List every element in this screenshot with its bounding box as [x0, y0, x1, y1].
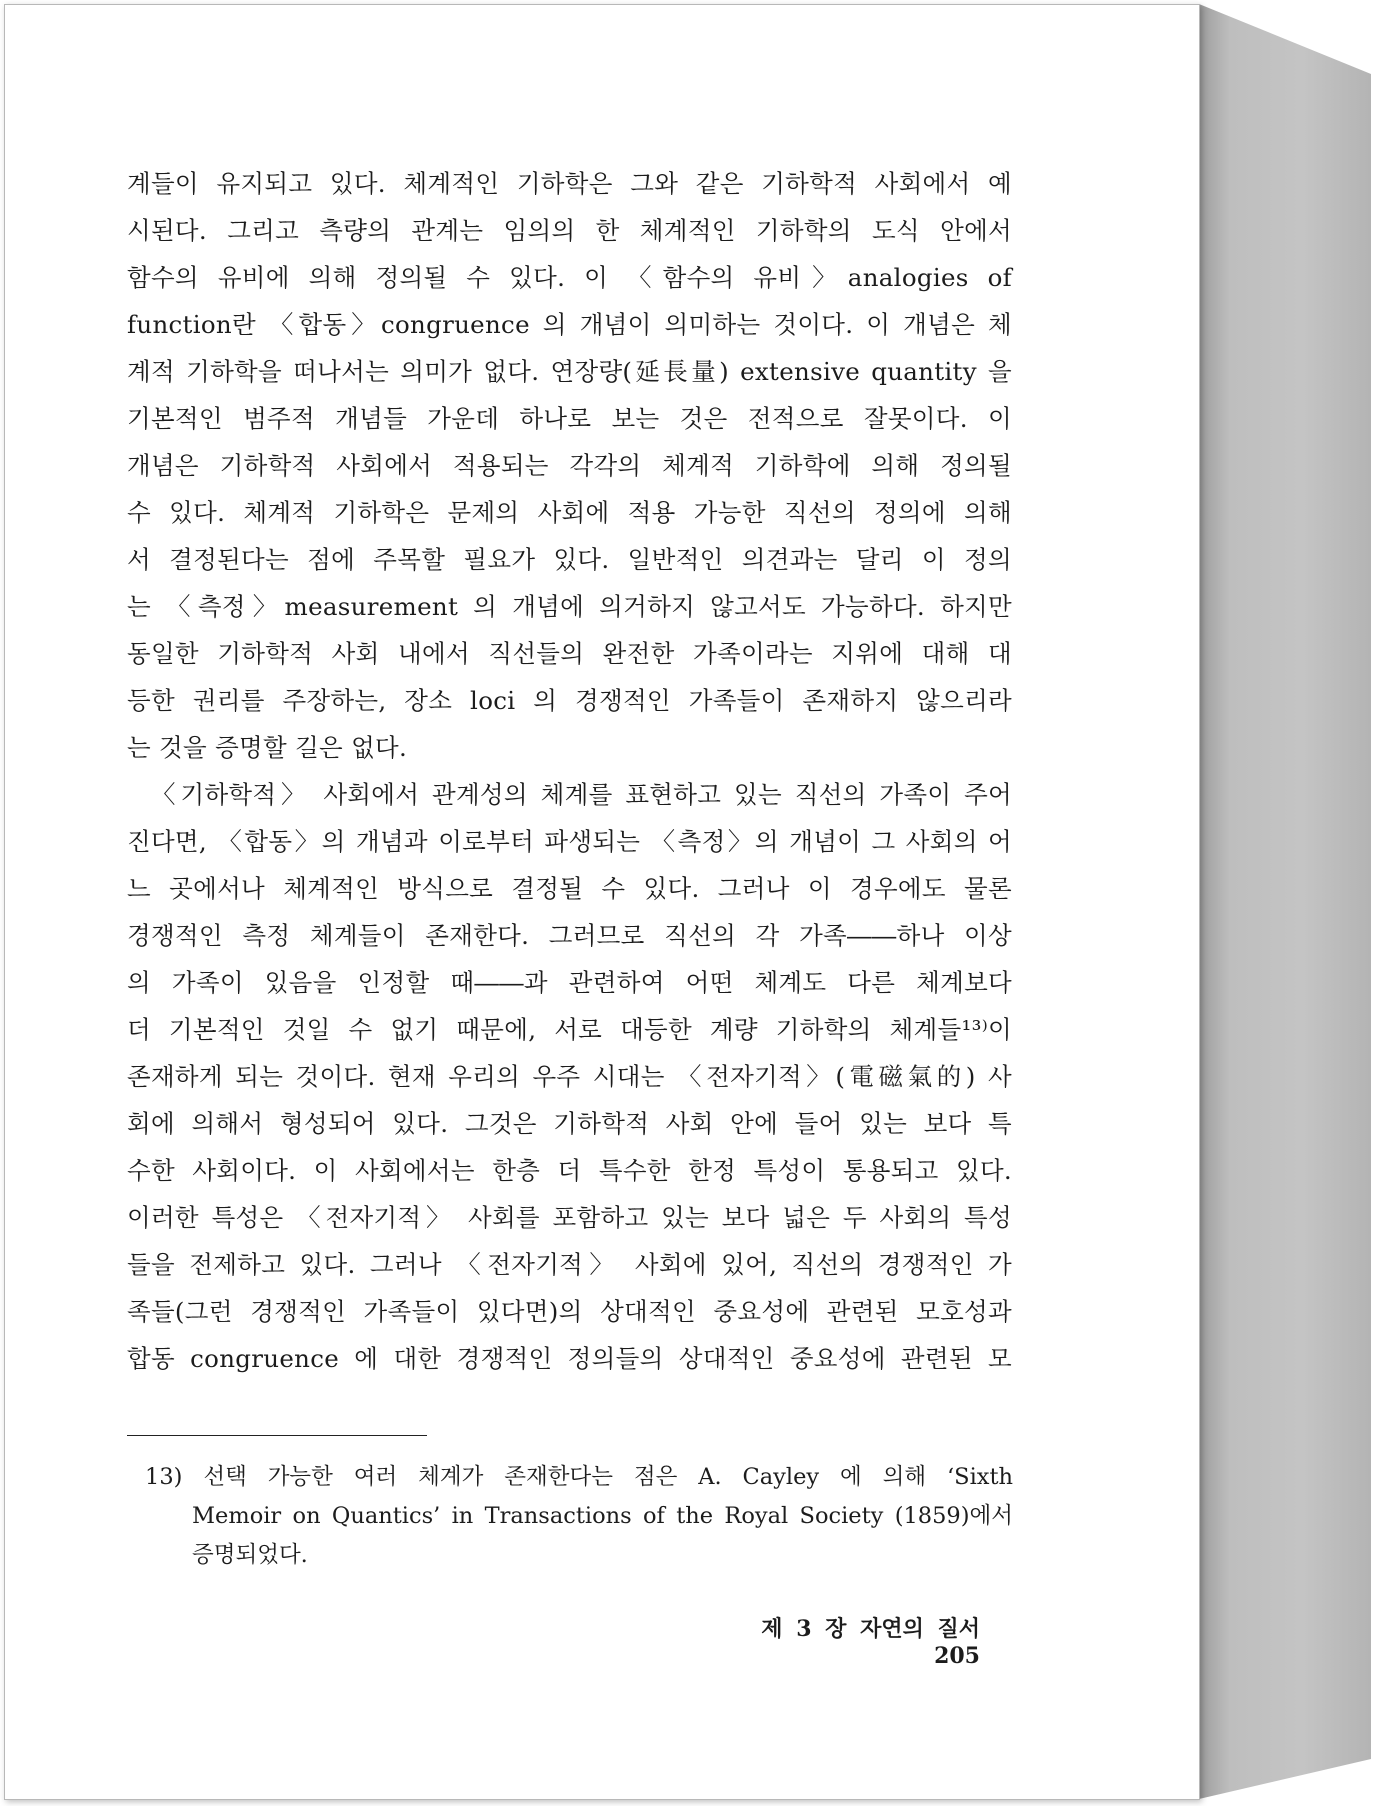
body-line: 시된다. 그리고 측량의 관계는 임의의 한 체계적인 기하학의 도식 안에서 — [127, 216, 1012, 245]
body-line: 개념은 기하학적 사회에서 적용되는 각각의 체계적 기하학에 의해 정의될 — [127, 451, 1012, 480]
body-line: 기본적인 범주적 개념들 가운데 하나로 보는 것은 전적으로 잘못이다. 이 — [127, 404, 1012, 433]
footnote-text: 선택 가능한 여러 체계가 존재한다는 점은 A. Cayley 에 의해 ‘Sixth — [203, 1464, 1013, 1490]
body-line: 합동 congruence 에 대한 경쟁적인 정의들의 상대적인 중요성에 관련된 모 — [127, 1344, 1012, 1373]
body-line: 경쟁적인 측정 체계들이 존재한다. 그러므로 직선의 각 가족――하나 이상 — [127, 921, 1012, 950]
body-line: 계적 기하학을 떠나서는 의미가 없다. 연장량(延長量) extensive quantity 을 — [127, 357, 1012, 386]
body-line: 의 가족이 있음을 인정할 때――과 관련하여 어떤 체계도 다른 체계보다 — [127, 968, 1012, 997]
body-line: function란 〈합동〉congruence 의 개념이 의미하는 것이다. 이 개념은 체 — [127, 310, 1012, 339]
body-line: 함수의 유비에 의해 정의될 수 있다. 이 〈함수의 유비〉analogies of — [127, 263, 1012, 292]
footnote-separator — [127, 1435, 427, 1436]
body-line: 들을 전제하고 있다. 그러나 〈전자기적〉 사회에 있어, 직선의 경쟁적인 가 — [127, 1250, 1012, 1279]
running-footer — [700, 1612, 980, 1669]
body-line: 동일한 기하학적 사회 내에서 직선들의 완전한 가족이라는 지위에 대해 대 — [127, 639, 1012, 668]
body-line: 회에 의해서 형성되어 있다. 그것은 기하학적 사회 안에 들어 있는 보다 특 — [127, 1109, 1012, 1138]
footnote-line: 증명되었다. — [192, 1542, 308, 1568]
body-line: 수한 사회이다. 이 사회에서는 한층 더 특수한 한정 특성이 통용되고 있다. — [127, 1156, 1012, 1185]
body-line: 는 것을 증명할 길은 없다. — [127, 733, 408, 762]
body-line: 존재하게 되는 것이다. 현재 우리의 우주 시대는 〈전자기적〉(電磁氣的) 사 — [127, 1062, 1012, 1091]
footnote-line — [145, 1458, 1013, 1497]
page-edge-shadow — [1199, 4, 1371, 1799]
body-line: 계들이 유지되고 있다. 체계적인 기하학은 그와 같은 기하학적 사회에서 예 — [127, 169, 1012, 198]
chapter-title: 제 3 장 자연의 질서 — [761, 1616, 980, 1642]
body-line: 족들(그런 경쟁적인 가족들이 있다면)의 상대적인 중요성에 관련된 모호성과 — [127, 1297, 1012, 1326]
body-line: 서 결정된다는 점에 주목할 필요가 있다. 일반적인 의견과는 달리 이 정의 — [127, 545, 1012, 574]
page-number: 205 — [934, 1643, 980, 1669]
body-line: 더 기본적인 것일 수 없기 때문에, 서로 대등한 계량 기하학의 체계들¹³⁾이 — [127, 1015, 1012, 1044]
body-line: 〈기하학적〉 사회에서 관계성의 체계를 표현하고 있는 직선의 가족이 주어 — [151, 780, 1012, 809]
body-line: 수 있다. 체계적 기하학은 문제의 사회에 적용 가능한 직선의 정의에 의해 — [127, 498, 1012, 527]
body-line: 진다면, 〈합동〉의 개념과 이로부터 파생되는 〈측정〉의 개념이 그 사회의 어 — [127, 827, 1012, 856]
body-line: 이러한 특성은 〈전자기적〉 사회를 포함하고 있는 보다 넓은 두 사회의 특성 — [127, 1203, 1012, 1232]
body-line: 등한 권리를 주장하는, 장소 loci 의 경쟁적인 가족들이 존재하지 않으리라 — [127, 686, 1012, 715]
body-line: 는 〈측정〉measurement 의 개념에 의거하지 않고서도 가능하다. 하지만 — [127, 592, 1012, 621]
body-text — [127, 160, 1012, 1382]
footnote-marker: 13) — [145, 1464, 183, 1490]
footnote — [145, 1458, 1013, 1575]
body-line: 느 곳에서나 체계적인 방식으로 결정될 수 있다. 그러나 이 경우에도 물론 — [127, 874, 1012, 903]
footnote-line: Memoir on Quantics’ in Transactions of the Royal Society (1859)에서 — [192, 1503, 1013, 1529]
